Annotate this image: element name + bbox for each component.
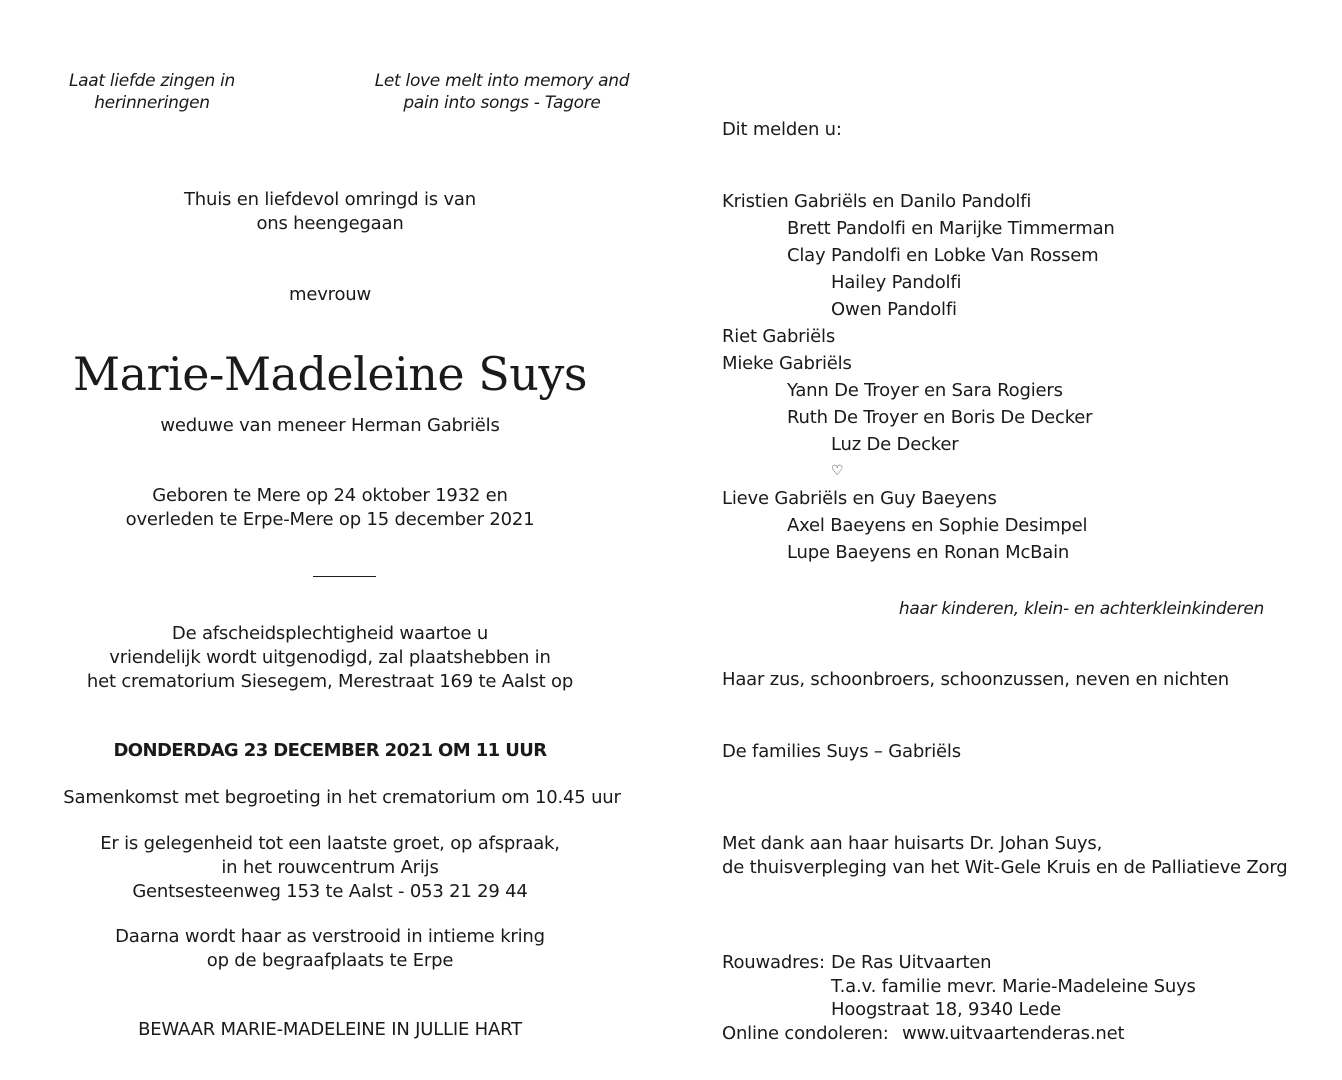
ashes-line: op de begraafplaats te Erpe — [206, 950, 454, 971]
intro-line: ons heengegaan — [256, 213, 404, 234]
announcement: Dit melden u: — [722, 119, 842, 140]
quote-english-line: pain into songs - Tagore — [403, 93, 601, 113]
closing-text: BEWAAR MARIE-MADELEINE IN JULLIE HART — [138, 1019, 522, 1040]
family-member: Yann De Troyer en Sara Rogiers — [787, 380, 1063, 401]
ceremony-line: vriendelijk wordt uitgenodigd, zal plaatshebben in — [109, 647, 551, 668]
address-line: Hoogstraat 18, 9340 Lede — [831, 999, 1062, 1020]
quote-dutch-line: Laat liefde zingen in — [69, 71, 235, 91]
family-member: Luz De Decker — [831, 434, 959, 455]
thanks-line: Met dank aan haar huisarts Dr. Johan Suys, — [722, 833, 1103, 854]
farewell-line: Er is gelegenheid tot een laatste groet, op afspraak, — [100, 833, 560, 854]
funeral-address — [722, 951, 1196, 1045]
intro-line: Thuis en liefdevol omringd is van — [184, 189, 476, 210]
ceremony-line: het crematorium Siesegem, Merestraat 169 te Aalst op — [86, 671, 574, 692]
heart-icon: ♡ — [831, 463, 844, 479]
gathering-text: Samenkomst met begroeting in het crematorium om 10.45 uur — [63, 787, 621, 808]
birth-line: Geboren te Mere op 24 oktober 1932 en — [152, 485, 508, 506]
online-label: Online condoleren: — [722, 1022, 889, 1044]
quote-english-line: Let love melt into memory and — [374, 71, 630, 91]
thanks-line: de thuisverpleging van het Wit-Gele Kruis en de Palliatieve Zorg — [722, 857, 1288, 878]
online-condolence-link[interactable]: www.uitvaartenderas.net — [902, 1022, 1125, 1044]
farewell-text — [60, 832, 600, 904]
quote-dutch — [52, 70, 252, 114]
family-caption: haar kinderen, klein- en achterkleinkinderen — [898, 599, 1264, 619]
family-list — [722, 188, 1115, 566]
family-member: Mieke Gabriëls — [722, 353, 852, 374]
relatives-text: Haar zus, schoonbroers, schoonzussen, neven en nichten — [722, 669, 1229, 690]
salutation: mevrouw — [288, 284, 371, 305]
address-line: T.a.v. familie mevr. Marie-Madeleine Suys — [831, 975, 1196, 997]
death-line: overleden te Erpe-Mere op 15 december 2021 — [125, 509, 535, 530]
family-member: Ruth De Troyer en Boris De Decker — [787, 407, 1093, 428]
ceremony-date-time: DONDERDAG 23 DECEMBER 2021 OM 11 UUR — [113, 740, 547, 761]
deceased-name: Marie-Madeleine Suys — [72, 347, 588, 401]
birth-death-text — [60, 484, 600, 532]
family-member: Axel Baeyens en Sophie Desimpel — [787, 515, 1088, 536]
thanks-text — [722, 832, 1287, 880]
family-member: Owen Pandolfi — [831, 299, 957, 320]
ceremony-line: De afscheidsplechtigheid waartoe u — [171, 623, 489, 644]
widow-of: weduwe van meneer Herman Gabriëls — [160, 415, 500, 436]
family-member: Hailey Pandolfi — [831, 272, 962, 293]
farewell-line: in het rouwcentrum Arijs — [221, 857, 439, 878]
family-member: Riet Gabriëls — [722, 326, 836, 347]
quote-english — [360, 70, 644, 114]
ashes-line: Daarna wordt haar as verstrooid in intieme kring — [115, 926, 545, 947]
families-text: De families Suys – Gabriëls — [722, 741, 961, 762]
family-member: Lieve Gabriëls en Guy Baeyens — [722, 488, 997, 509]
quote-dutch-line: herinneringen — [94, 93, 210, 113]
address-line: De Ras Uitvaarten — [831, 952, 992, 973]
ashes-text — [60, 925, 600, 973]
ceremony-text — [60, 622, 600, 694]
family-member: Clay Pandolfi en Lobke Van Rossem — [787, 245, 1099, 266]
address-label: Rouwadres: — [722, 952, 825, 973]
family-member: Brett Pandolfi en Marijke Timmerman — [787, 218, 1115, 239]
intro-text — [100, 188, 560, 236]
family-member: Lupe Baeyens en Ronan McBain — [787, 542, 1070, 563]
farewell-line: Gentsesteenweg 153 te Aalst - 053 21 29 44 — [132, 881, 528, 902]
family-member: Kristien Gabriëls en Danilo Pandolfi — [722, 191, 1032, 212]
divider — [313, 576, 376, 577]
